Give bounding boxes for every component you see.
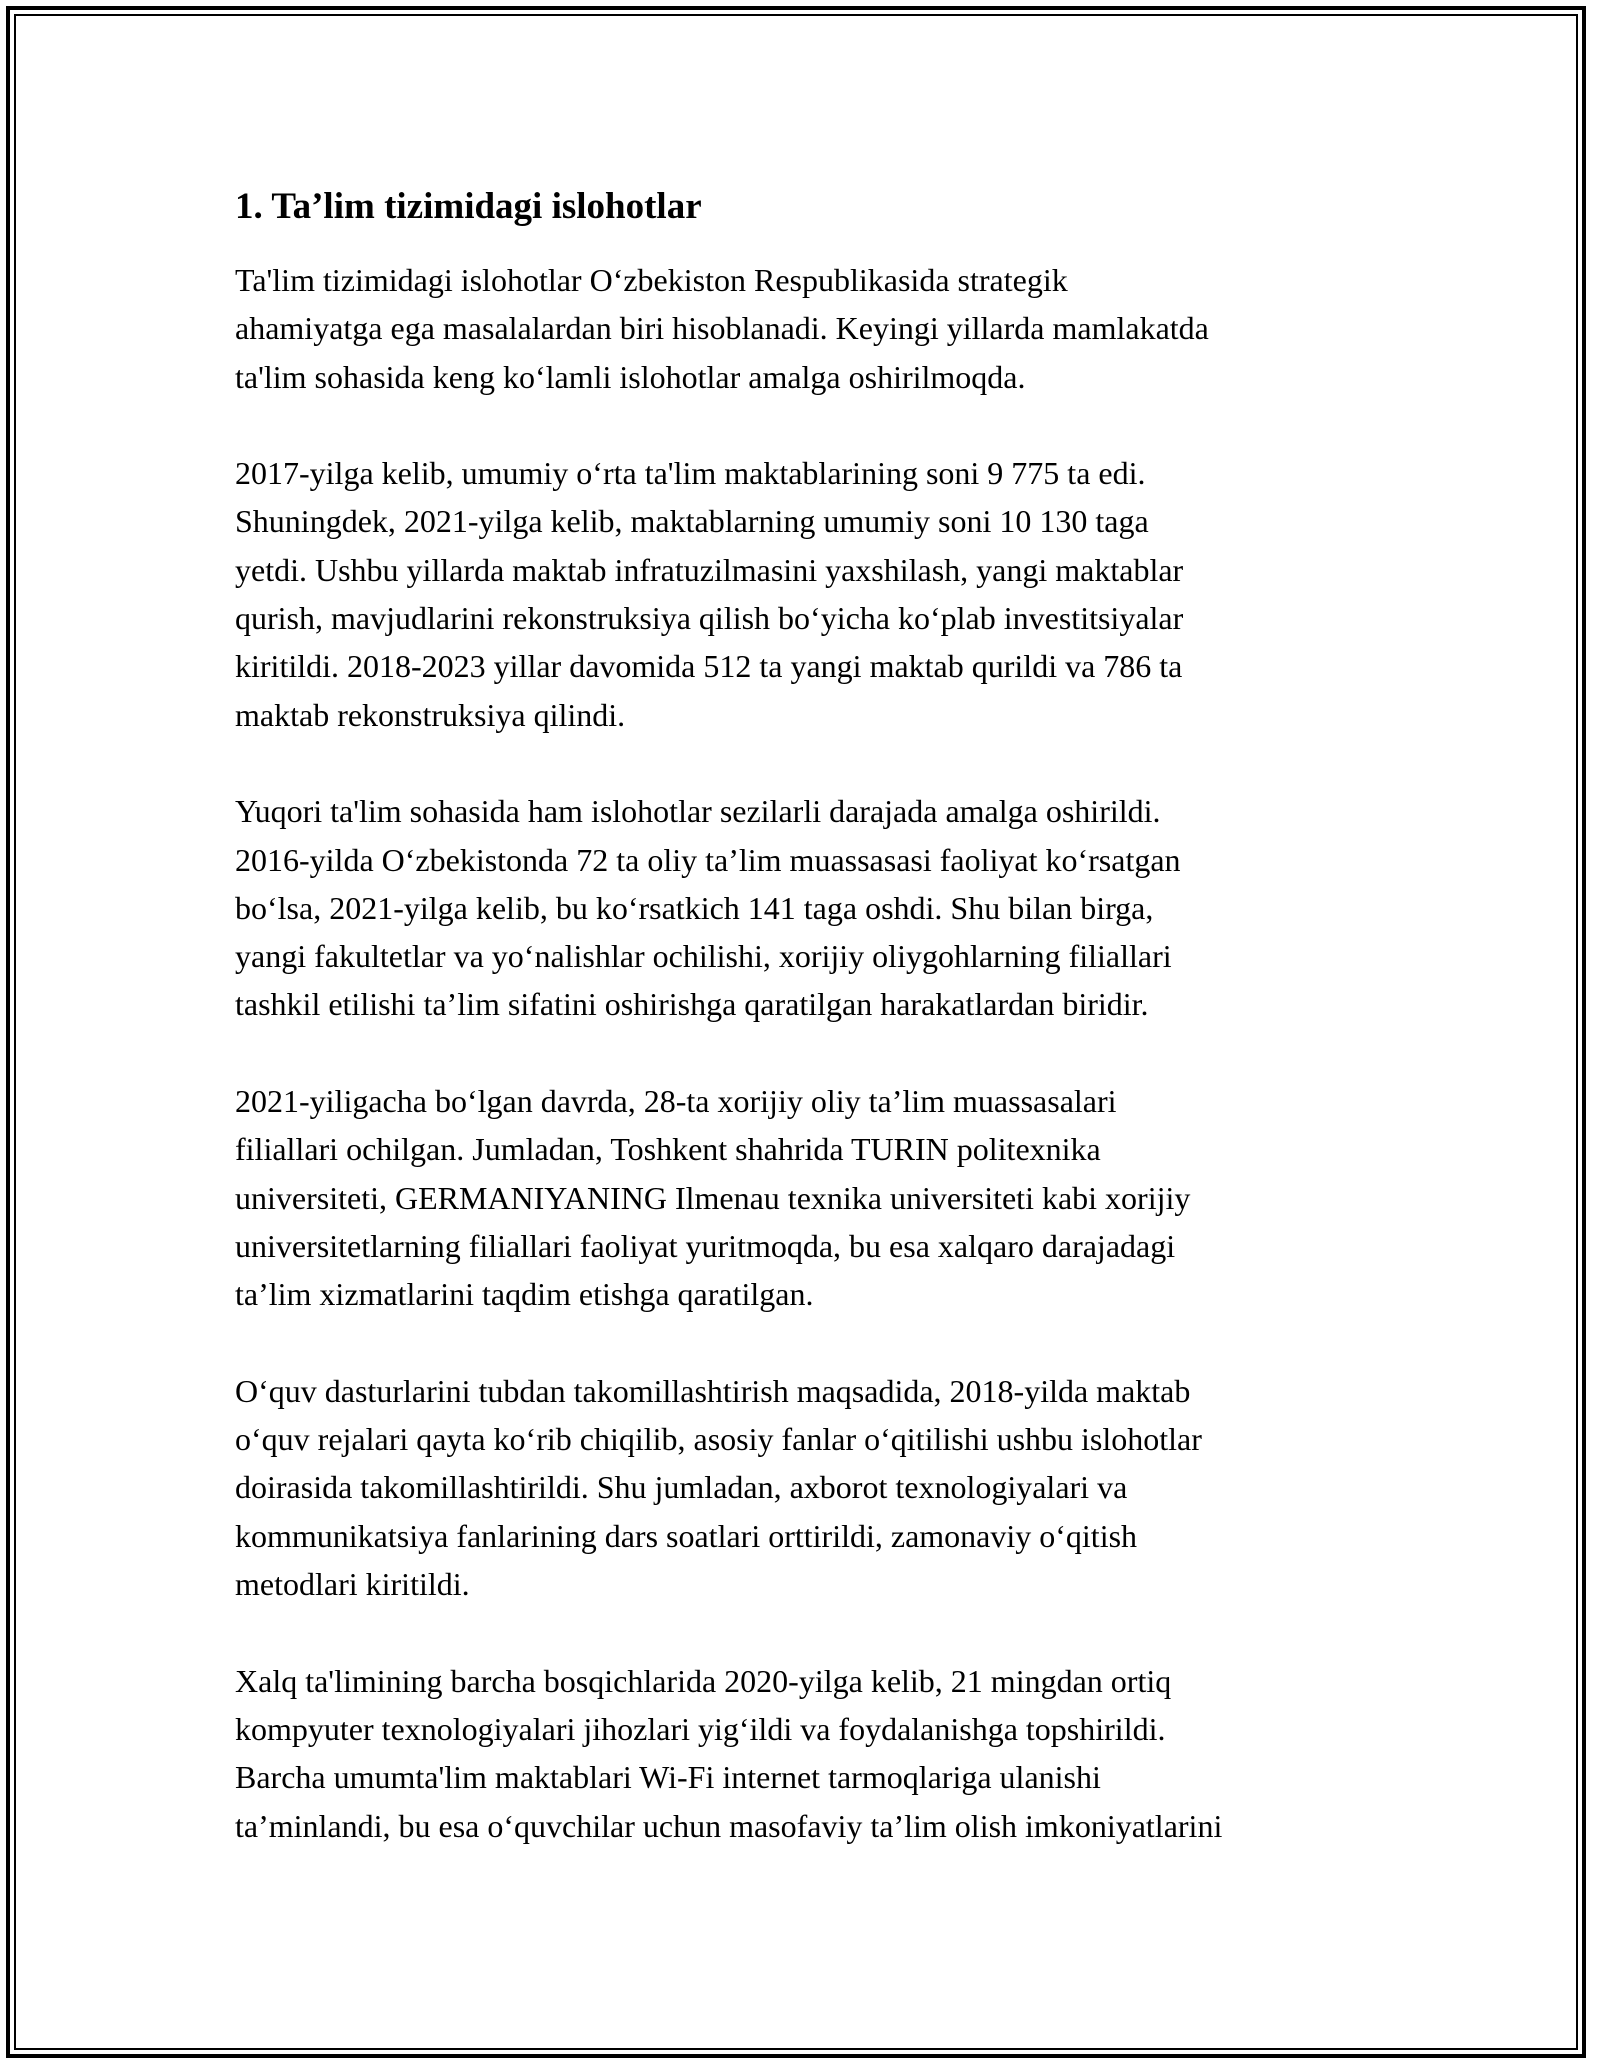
text-line: 2016-yilda O‘zbekistonda 72 ta oliy ta’lim muassasasi faoliyat ko‘rsatgan	[235, 841, 1181, 878]
text-line: 2017-yilga kelib, umumiy o‘rta ta'lim maktablarining soni 9 775 ta edi.	[235, 455, 1146, 492]
text-line: qurish, mavjudlarini rekonstruksiya qilish bo‘yicha ko‘plab investitsiyalar	[235, 600, 1184, 637]
text-line: Xalq ta'limining barcha bosqichlarida 2020-yilga kelib, 21 mingdan ortiq	[235, 1662, 1172, 1699]
text-line: kompyuter texnologiyalari jihozlari yig‘ildi va foydalanishga topshirildi.	[235, 1710, 1166, 1747]
text-line: ahamiyatga ega masalalardan biri hisoblanadi. Keyingi yillarda mamlakatda	[235, 310, 1209, 347]
text-line: yangi fakultetlar va yo‘nalishlar ochilishi, xorijiy oliygohlarning filiallari	[235, 938, 1172, 975]
paragraph-5	[235, 1367, 1375, 1608]
text-line: filiallari ochilgan. Jumladan, Toshkent shahrida TURIN politexnika	[235, 1131, 1101, 1168]
text-line: kommunikatsiya fanlarining dars soatlari orttirildi, zamonaviy o‘qitish	[235, 1517, 1138, 1554]
text-line: metodlari kiritildi.	[235, 1566, 470, 1603]
text-line: tashkil etilishi ta’lim sifatini oshirishga qaratilgan harakatlardan biridir.	[235, 986, 1149, 1023]
paragraph-3	[235, 787, 1375, 1028]
text-line: ta’lim xizmatlarini taqdim etishga qaratilgan.	[235, 1276, 814, 1313]
text-line: 2021-yiligacha bo‘lgan davrda, 28-ta xorijiy oliy ta’lim muassasalari	[235, 1083, 1117, 1120]
text-line: maktab rekonstruksiya qilindi.	[235, 696, 626, 733]
paragraph-4	[235, 1077, 1375, 1318]
text-line: Ta'lim tizimidagi islohotlar O‘zbekiston Respublikasida strategik	[235, 262, 1068, 298]
text-line: Shuningdek, 2021-yilga kelib, maktablarning umumiy soni 10 130 taga	[235, 503, 1149, 540]
text-line: O‘quv dasturlarini tubdan takomillashtirish maqsadida, 2018-yilda maktab	[235, 1372, 1191, 1409]
section-heading: 1. Ta’lim tizimidagi islohotlar	[235, 186, 702, 227]
text-line: doirasida takomillashtirildi. Shu jumladan, axborot texnologiyalari va	[235, 1469, 1128, 1506]
text-line: kiritildi. 2018-2023 yillar davomida 512 ta yangi maktab qurildi va 786 ta	[235, 648, 1183, 685]
paragraph-6	[235, 1657, 1375, 1850]
document-body	[235, 185, 1375, 1898]
text-line: yetdi. Ushbu yillarda maktab infratuzilmasini yaxshilash, yangi maktablar	[235, 551, 1184, 588]
text-line: universiteti, GERMANIYANING Ilmenau texnika universiteti kabi xorijiy	[235, 1179, 1191, 1216]
text-line: universitetlarning filiallari faoliyat yuritmoqda, bu esa xalqaro darajadagi	[235, 1227, 1176, 1264]
text-line: ta'lim sohasida keng ko‘lamli islohotlar amalga oshirilmoqda.	[235, 358, 1026, 395]
text-line: Barcha umumta'lim maktablari Wi-Fi internet tarmoqlariga ulanishi	[235, 1759, 1101, 1796]
paragraph-1	[235, 256, 1375, 401]
text-line: Yuqori ta'lim sohasida ham islohotlar sezilarli darajada amalga oshirildi.	[235, 793, 1161, 830]
text-line: ta’minlandi, bu esa o‘quvchilar uchun masofaviy ta’lim olish imkoniyatlarini	[235, 1807, 1223, 1844]
text-line: bo‘lsa, 2021-yilga kelib, bu ko‘rsatkich 141 taga oshdi. Shu bilan birga,	[235, 889, 1154, 926]
paragraph-2	[235, 449, 1375, 739]
text-line: o‘quv rejalari qayta ko‘rib chiqilib, asosiy fanlar o‘qitilishi ushbu islohotlar	[235, 1421, 1202, 1458]
